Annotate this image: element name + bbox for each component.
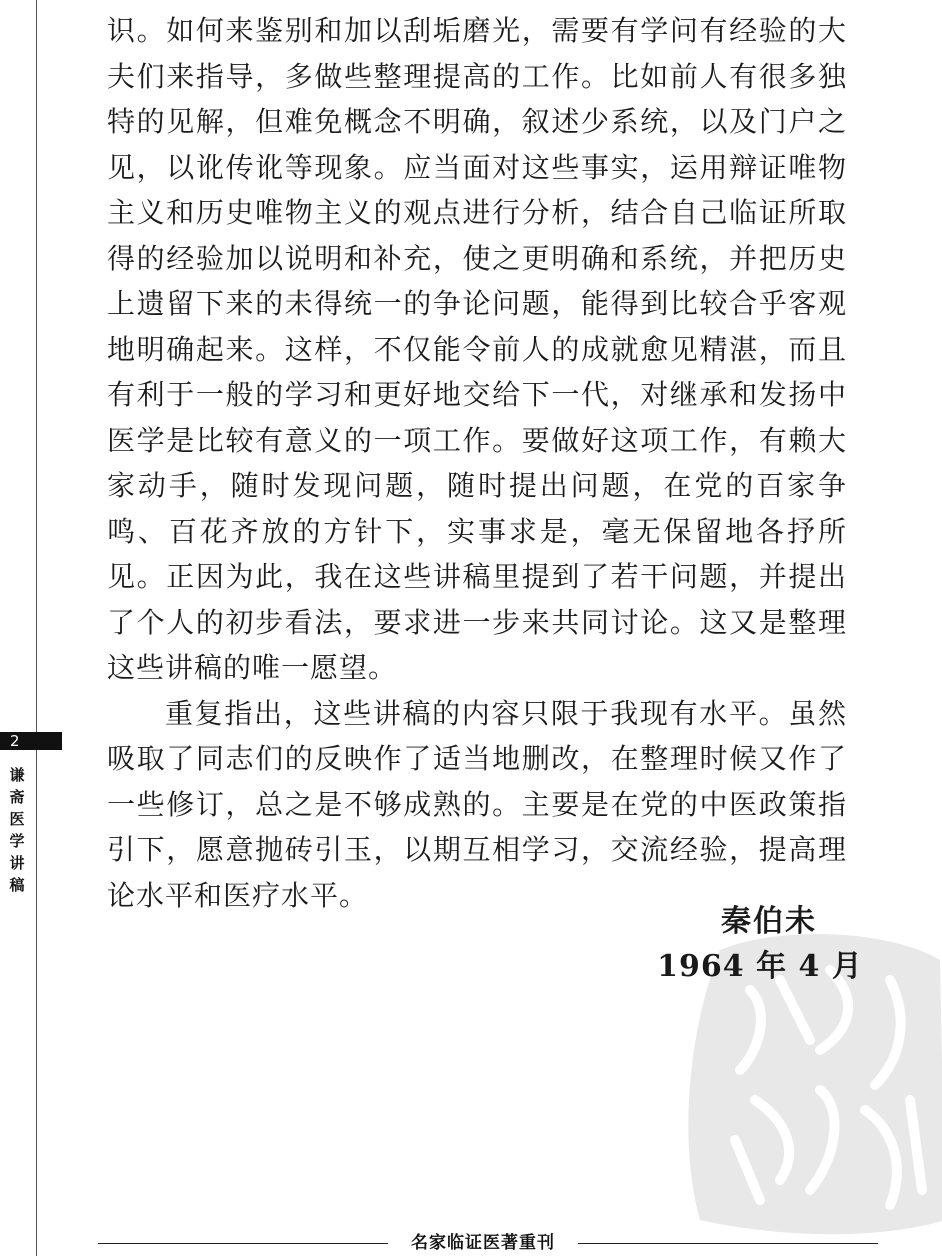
signature-date: 1964 年 4 月 <box>657 949 863 984</box>
page-number: 2 <box>0 732 62 750</box>
paragraph: 重复指出，这些讲稿的内容只限于我现有水平。虽然吸取了同志们的反映作了适当地删改，在整理时候又作了一些修订，总之是不够成熟的。主要是在党的中医政策指引下，愿意抛砖引玉，以期互相学习，交流经验，提高理论水平和医疗水平。 <box>107 696 847 912</box>
running-title: 谦斋医学讲稿 <box>9 766 25 894</box>
signature-author: 秦伯未 <box>721 904 817 939</box>
paragraph: 识。如何来鉴别和加以刮垢磨光，需要有学问有经验的大夫们来指导，多做些整理提高的工作。比如前人有很多独特的见解，但难免概念不明确，叙述少系统，以及门户之见，以讹传讹等现象。应当面对这些事实，运用辩证唯物主义和历史唯物主义的观点进行分析，结合自己临证所取得的经验加以说明和补充，使之更明确和系统，并把历史上遗留下来的未得统一的争论问题，能得到比较合乎客观地明确起来。这样，不仅能令前人的成就愈见精湛，而且有利于一般的学习和更好地交给下一代，对继承和发扬中医学是比较有意义的一项工作。要做好这项工作，有赖大家动手，随时发现问题，随时提出问题，在党的百家争鸣、百花齐放的方针下，实事求是，毫无保留地各抒所见。正因为此，我在这些讲稿里提到了若干问题，并提出了个人的初步看法，要求进一步来共同讨论。这又是整理这些讲稿的唯一愿望。 <box>107 14 847 684</box>
footer-rule-right <box>578 1243 878 1244</box>
signature-block <box>600 900 920 990</box>
footer-rule-left <box>98 1243 388 1244</box>
body-text <box>107 8 847 918</box>
footer-series-title: 名家临证医著重刊 <box>411 1233 555 1253</box>
left-margin-rule <box>36 0 37 1256</box>
